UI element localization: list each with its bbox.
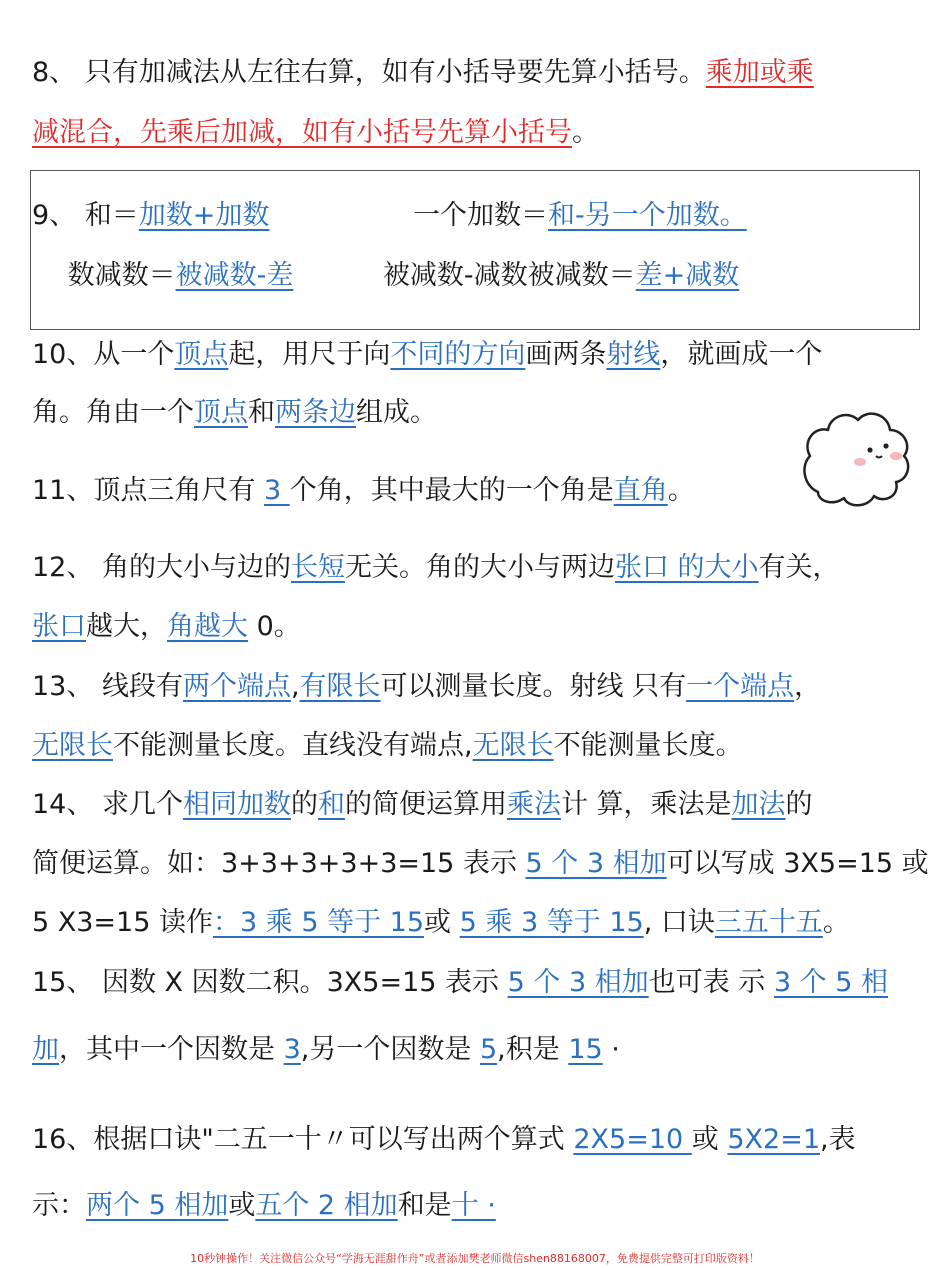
text-segment: 可以测量长度。射线 只有 bbox=[380, 671, 687, 702]
answer-text: 两个端点 bbox=[182, 671, 291, 702]
text-segment: 越大， bbox=[86, 611, 167, 642]
answer-text: 角越大 bbox=[167, 611, 248, 642]
footer-notice: 10秒钟操作！关注微信公众号“学海无涯甜作舟”或者添加樊老师微信shen88168007，免费提供完整可打印版资料！ bbox=[190, 1252, 760, 1265]
text-line bbox=[32, 471, 928, 511]
answer-text: 5X2=1 bbox=[727, 1124, 821, 1155]
text-segment: 被减数-减数被减数＝ bbox=[293, 260, 636, 291]
text-segment: 不能测量长度。直线没有端点, bbox=[113, 730, 473, 761]
text-segment: 5 X3=15 读作 bbox=[32, 907, 213, 938]
answer-text: 乘法 bbox=[506, 789, 561, 820]
text-line bbox=[32, 548, 928, 588]
text-segment: 15、 因数 X 因数二积。3X5=15 表示 bbox=[32, 967, 508, 998]
text-segment: 不能测量长度。 bbox=[553, 730, 743, 761]
text-segment: 14、 求几个 bbox=[32, 789, 183, 820]
answer-text: 十 · bbox=[451, 1190, 496, 1221]
text-segment: 的 bbox=[290, 789, 318, 820]
text-segment: 10、从一个 bbox=[32, 339, 175, 370]
text-segment: · bbox=[602, 1034, 620, 1065]
text-segment: 数减数＝ bbox=[32, 260, 176, 291]
text-line bbox=[32, 785, 928, 825]
fluffy-dog-sticker-icon bbox=[796, 400, 916, 520]
answer-text: 长短 bbox=[290, 552, 345, 583]
text-segment: 。 bbox=[667, 475, 695, 506]
text-segment: 个角，其中最大的一个角是 bbox=[289, 475, 614, 506]
text-segment: 可以写成 3X5=15 或 bbox=[666, 848, 929, 879]
answer-text: 5 乘 3 等于 15 bbox=[459, 907, 644, 938]
text-line bbox=[32, 196, 928, 236]
text-segment: 和是 bbox=[397, 1190, 452, 1221]
text-segment: ,另一个因数是 bbox=[300, 1034, 480, 1065]
answer-text: 被减数-差 bbox=[175, 260, 294, 291]
text-line bbox=[32, 963, 928, 1003]
text-line bbox=[32, 113, 928, 153]
answer-text: 乘加或乘 bbox=[705, 57, 814, 88]
text-segment: 13、 线段有 bbox=[32, 671, 183, 702]
answer-text: 减混合，先乘后加减，如有小括号先算小括号 bbox=[32, 117, 572, 148]
text-segment: 12、 角的大小与边的 bbox=[32, 552, 291, 583]
answer-text: 射线 bbox=[606, 339, 661, 370]
text-segment: 组成。 bbox=[356, 397, 437, 428]
text-segment: 9、 和＝ bbox=[32, 200, 139, 231]
text-segment: 计 算，乘法是 bbox=[560, 789, 732, 820]
answer-text: 和 bbox=[317, 789, 345, 820]
answer-text: 加 bbox=[32, 1034, 59, 1065]
answer-text: 三五十五 bbox=[714, 907, 823, 938]
answer-text: 2X5=10 bbox=[573, 1124, 692, 1155]
text-line bbox=[32, 844, 928, 884]
text-segment: 有关， bbox=[758, 552, 840, 583]
formula-box bbox=[30, 170, 920, 330]
text-segment: ，其中一个因数是 bbox=[59, 1034, 284, 1065]
text-segment: ，就画成一个 bbox=[660, 339, 823, 370]
text-line bbox=[32, 256, 928, 296]
answer-text: 5 bbox=[479, 1034, 498, 1065]
text-segment: 8、 只有加减法从左往右算，如有小括导要先算小括号。 bbox=[32, 57, 706, 88]
answer-text: 相同加数 bbox=[182, 789, 291, 820]
text-segment: 简便运算。如：3+3+3+3+3=15 表示 bbox=[32, 848, 526, 879]
text-segment: 或 bbox=[691, 1124, 728, 1155]
text-line bbox=[32, 1186, 928, 1226]
text-line bbox=[32, 903, 928, 943]
text-segment: , 口诀 bbox=[643, 907, 715, 938]
answer-text: 5 个 3 相加 bbox=[525, 848, 667, 879]
text-segment: 或 bbox=[228, 1190, 256, 1221]
text-segment: 。 bbox=[822, 907, 850, 938]
text-segment: 角。角由一个 bbox=[32, 397, 194, 428]
text-line bbox=[32, 1120, 928, 1160]
text-segment: 一个加数＝ bbox=[269, 200, 548, 231]
text-segment: ,积是 bbox=[497, 1034, 569, 1065]
answer-text: 15 bbox=[568, 1034, 603, 1065]
text-segment: 也可表 示 bbox=[648, 967, 774, 998]
answer-text: 不同的方向 bbox=[390, 339, 526, 370]
answer-text: 5 个 3 相加 bbox=[507, 967, 649, 998]
text-segment: 的简便运算用 bbox=[344, 789, 507, 820]
text-line bbox=[32, 726, 928, 766]
text-segment: 示： bbox=[32, 1190, 86, 1221]
text-segment: 16、根据口诀"二五一十〃可以写出两个算式 bbox=[32, 1124, 574, 1155]
answer-text: 无限长 bbox=[472, 730, 554, 761]
text-segment: 和 bbox=[248, 397, 275, 428]
text-segment: ,表 bbox=[820, 1124, 856, 1155]
answer-text: 3 bbox=[263, 475, 290, 506]
text-segment: 。 bbox=[572, 117, 599, 148]
answer-text: 3 个 5 相 bbox=[773, 967, 888, 998]
answer-text: 加法 bbox=[731, 789, 786, 820]
answer-text: 加数+加数 bbox=[138, 200, 270, 231]
text-line bbox=[32, 667, 928, 707]
text-segment: 无关。角的大小与两边 bbox=[344, 552, 615, 583]
answer-text: 和-另一个加数。 bbox=[547, 200, 747, 231]
text-segment: 画两条 bbox=[525, 339, 607, 370]
answer-text: 直角 bbox=[613, 475, 668, 506]
text-line bbox=[32, 393, 928, 433]
text-line bbox=[32, 1030, 928, 1070]
text-segment: ， bbox=[794, 671, 822, 702]
answer-text: ：3 乘 5 等于 15 bbox=[213, 907, 425, 938]
answer-text: 张口 bbox=[32, 611, 86, 642]
text-segment: 的 bbox=[785, 789, 813, 820]
text-segment: 11、顶点三角尺有 bbox=[32, 475, 264, 506]
answer-text: 有限长 bbox=[299, 671, 381, 702]
answer-text: 张口 的大小 bbox=[614, 552, 759, 583]
text-segment: , bbox=[290, 671, 300, 702]
answer-text: 顶点 bbox=[194, 397, 248, 428]
answer-text: 两个 5 相加 bbox=[86, 1190, 229, 1221]
answer-text: 一个端点 bbox=[686, 671, 795, 702]
text-line bbox=[32, 607, 928, 647]
text-segment: 起，用尺于向 bbox=[228, 339, 391, 370]
text-segment: 或 bbox=[424, 907, 460, 938]
answer-text: 两条边 bbox=[275, 397, 356, 428]
answer-text: 3 bbox=[283, 1034, 301, 1065]
text-line bbox=[32, 53, 928, 93]
text-segment: 0。 bbox=[248, 611, 301, 642]
text-line bbox=[32, 335, 928, 375]
answer-text: 五个 2 相加 bbox=[255, 1190, 398, 1221]
answer-text: 顶点 bbox=[174, 339, 229, 370]
answer-text: 无限长 bbox=[32, 730, 113, 761]
answer-text: 差+减数 bbox=[635, 260, 740, 291]
